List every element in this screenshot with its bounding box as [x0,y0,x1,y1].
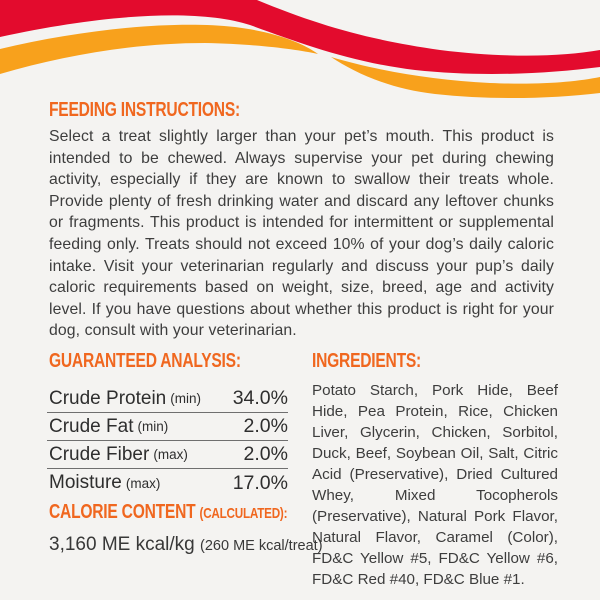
table-row [47,441,288,469]
ingredients-heading [312,351,558,373]
guaranteed-analysis-section [49,350,291,494]
nutrient-value: 34.0% [232,387,288,409]
top-wave-graphic [0,0,600,115]
nutrient-qualifier: (max) [153,447,188,462]
table-row [47,469,288,497]
nutrient-label: Moisture [49,472,122,493]
nutrient-label: Crude Fat [49,415,134,437]
calorie-value-line [49,534,323,556]
ingredients-heading-text: INGREDIENTS: [312,350,422,372]
ingredients-text: Potato Starch, Pork Hide, Beef Hide, Pea Protein, Rice, Chicken Liver, Glycerin, Chicken, Sorbitol, Duck, Beef, Soybean Oil, Salt, Citric Acid (Preservative), Dried Cultured Whey, Mixed Tocopherols (Preservative), Natural Pork Flavor, Natural Flavor, Caramel (Color), FD&C Yellow #5, FD&C Yellow #6, FD&C Red #40, FD&C Blue #1. [312,382,558,588]
calorie-content-section [49,501,323,556]
feeding-instructions-section [49,100,554,342]
ingredients-section [312,351,558,590]
calorie-content-heading-suffix: (CALCULATED): [199,505,288,522]
nutrient-label: Crude Protein [49,387,167,409]
feeding-instructions-heading [49,100,554,122]
calorie-content-heading [49,502,309,524]
feeding-instructions-heading-text: FEEDING INSTRUCTIONS: [49,99,240,121]
nutrient-value: 2.0% [243,415,288,437]
table-row [47,413,288,441]
calorie-value: 3,160 ME kcal/kg [49,534,195,555]
guaranteed-analysis-heading [49,351,291,373]
feeding-instructions-text: Select a treat slightly larger than your pet’s mouth. This product is intended to be chewed. Always supervise your pet during chewing activity, especially if they are known to swallow their treats whole. Provide plenty of fresh drinking water and discard any leftover chunks or fragments. This product is intended for intermittent or supplemental feeding only. Treats should not exceed 10% of your dog’s daily caloric intake. Visit your veterinarian regularly and discuss your pup’s daily caloric requirements based on weight, size, breed, age and activity level. If you have questions about whether this product is right for your dog, consult with your veterinarian. [49,128,554,340]
nutrient-qualifier: (max) [125,475,161,491]
guaranteed-analysis-table [47,385,288,497]
calorie-content-heading-main: CALORIE CONTENT [49,501,196,523]
calorie-content-heading-text [49,502,287,524]
nutrient-value: 17.0% [232,471,288,494]
table-row [47,385,288,413]
nutrient-qualifier: (min) [170,391,201,406]
calorie-value-per-treat: (260 ME kcal/treat) [200,538,323,554]
nutrient-label: Crude Fiber [49,443,150,465]
guaranteed-analysis-heading-text: GUARANTEED ANALYSIS: [49,350,241,372]
nutrient-value: 2.0% [243,443,288,465]
nutrient-qualifier: (min) [137,419,169,434]
